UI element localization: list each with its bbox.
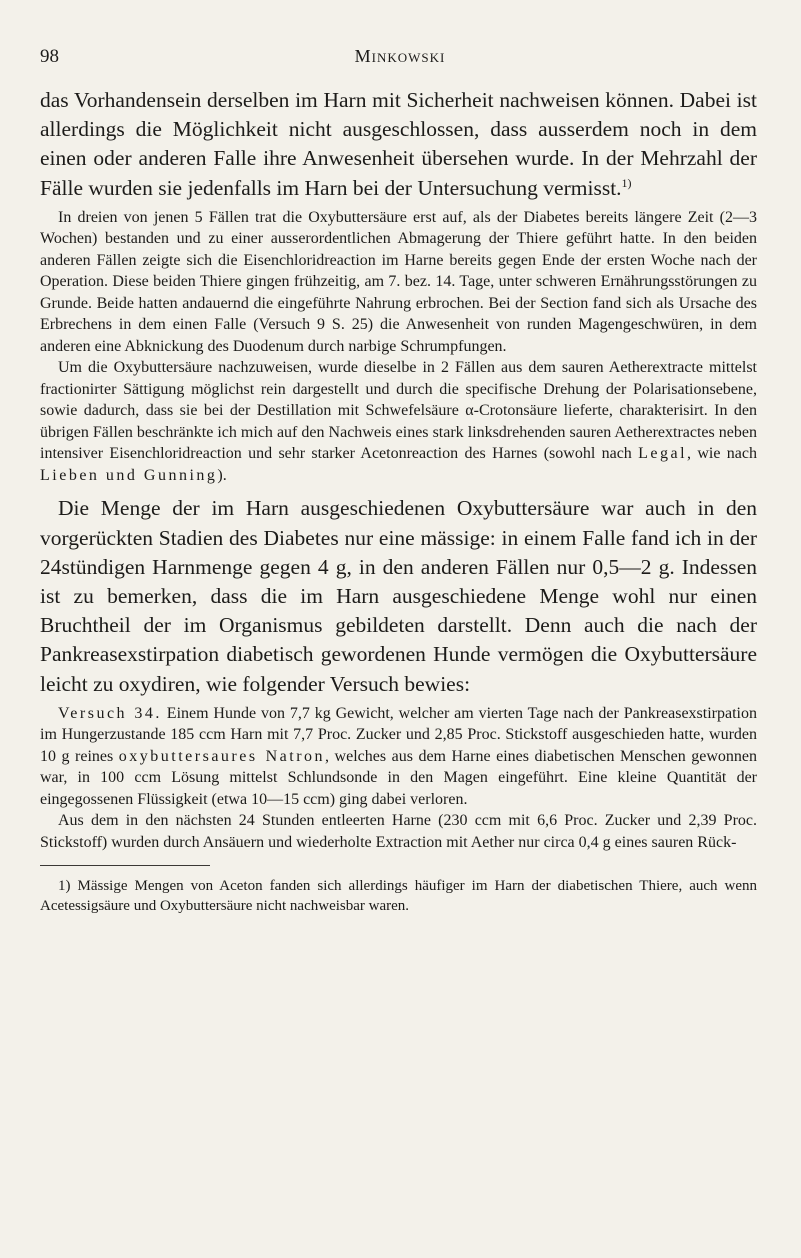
paragraph-intro-text: das Vorhandensein derselben im Harn mit Sicherheit nachweisen können. Dabei ist allerdings die Möglichkeit nicht ausgeschlossen, dass ausserdem noch in dem einen oder anderen Falle ihre Anwesenheit übersehen wurde. In der Mehrzahl der Fälle wurden sie jedenfalls im Harn bei der Untersuchung vermisst. [40,88,757,200]
method-text-middle: , wie nach [687,445,757,463]
paragraph-small-cases: In dreien von jenen 5 Fällen trat die Oxybuttersäure erst auf, als der Diabetes bereits längere Zeit (2—3 Wochen) bestanden und zu einer ausserordentlichen Abmagerung der Thiere geführt hatte. In den beiden anderen Fällen zeigte sich die Eisenchloridreaction im Harne bereits gegen Ende der ersten Woche nach der Operation. Diese beiden Thiere gingen frühzeitig, am 7. bez. 14. Tage, unter schweren Ernährungsstörungen zu Grunde. Beide hatten andauernd die eingeführte Nahrung erbrochen. Bei der Section fand sich als Ursache des Erbrechens in dem einen Falle (Versuch 9 S. 25) die Anwesenheit von runden Magengeschwüren, in dem anderen eine Abknickung des Duodenum durch narbige Schrumpfungen. [40,208,757,355]
experiment-label: Versuch 34. [58,704,162,722]
page-number: 98 [40,46,59,67]
running-head: Minkowski [354,46,446,66]
footnote: 1) Mässige Mengen von Aceton fanden sich allerdings häufiger im Harn der diabetischen Thiere, auch wenn Acetessigsäure und Oxybuttersäure nicht nachweisbar waren. [40,878,757,915]
method-text-end: ). [217,466,227,484]
substance-name: oxybuttersaures Natron [118,747,326,765]
author-names-lieben-gunning: Lieben und Gunning [40,466,218,484]
footnote-divider [40,865,210,866]
paragraph-experiment-34 [40,703,757,811]
paragraph-quantity: Die Menge der im Harn ausgeschiedenen Oxybuttersäure war auch in den vorgerückten Stadien des Diabetes nur eine mässige: in einem Falle fand ich in der 24stündigen Harnmenge gegen 4 g, in den anderen Fällen nur 0,5—2 g. Indessen ist zu bemerken, dass die im Harn ausgeschiedene Menge wohl nur einen Bruchtheil der im Organismus gebildeten darstellt. Denn auch die nach der Pankreasexstirpation diabetisch gewordenen Hunde vermögen die Oxybuttersäure leicht zu oxydiren, wie folgender Versuch bewies: [40,496,757,696]
experiment-text-end: , welches aus dem Harne eines diabetischen Menschen gewonnen war, in 100 ccm Lösung mittelst Schlundsonde in den Magen eingeführt. Eine kleine Quantität der eingegossenen Flüssigkeit (etwa 10—15 ccm) ging dabei verloren. [40,747,758,808]
footnote-reference: 1) [621,175,632,190]
paragraph-intro [40,86,757,203]
paragraph-small-method [40,357,757,486]
page-body [40,86,757,916]
author-name-legal: Legal [638,445,688,463]
page-header [40,46,760,70]
method-text: Um die Oxybuttersäure nachzuweisen, wurde dieselbe in 2 Fällen aus dem sauren Aetherextracte mittelst fractionirter Sättigung möglichst rein dargestellt und durch die specifische Drehung der Polarisationsebene, sowie dadurch, dass sie bei der Destillation mit Schwefelsäure α-Crotonsäure lieferte, charakterisirt. In den übrigen Fällen beschränkte ich mich auf den Nachweis eines stark linksdrehenden sauren Aetherextractes neben intensiver Eisenchloridreaction und sehr starker Acetonreaction des Harnes (sowohl nach [40,359,757,463]
paragraph-experiment-result: Aus dem in den nächsten 24 Stunden entleerten Harne (230 ccm mit 6,6 Proc. Zucker und 2,39 Proc. Stickstoff) wurden durch Ansäuern und wiederholte Extraction mit Aether nur circa 0,4 g eines sauren Rück- [40,812,757,851]
experiment-text: Einem Hunde von 7,7 kg Gewicht, welcher am vierten Tage nach der Pankreasexstirpation im Hungerzustande 185 ccm Harn mit 7,7 Proc. Zucker und 2,85 Proc. Stickstoff ausgeschieden hatte, wurden 10 g reines [40,704,757,765]
